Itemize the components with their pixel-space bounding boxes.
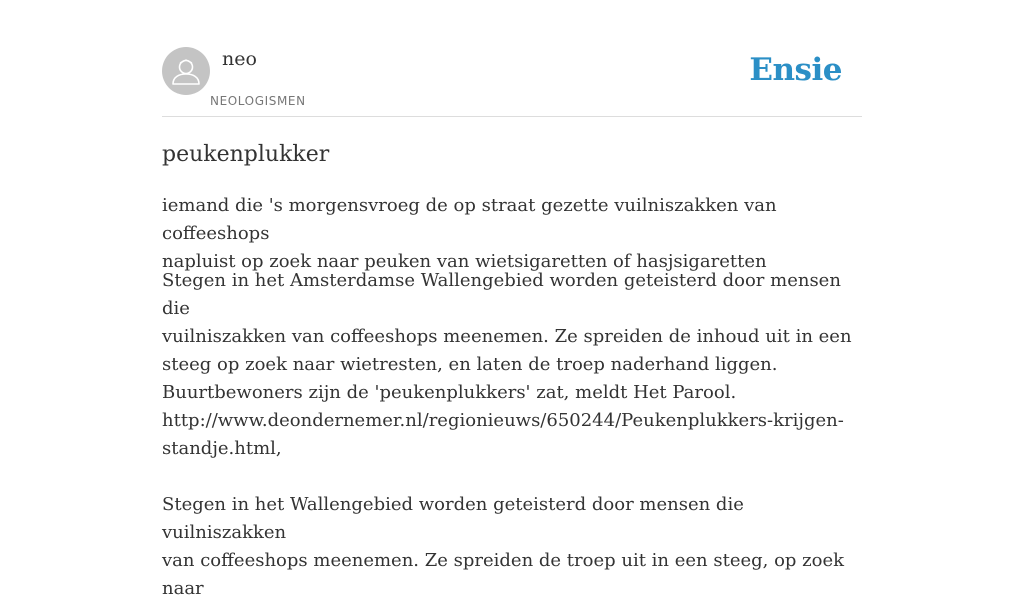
entry-header <box>162 0 862 117</box>
page-container <box>162 0 862 599</box>
category-label[interactable]: NEOLOGISMEN <box>210 94 306 108</box>
author-avatar[interactable] <box>162 47 210 95</box>
author-name[interactable]: neo <box>222 48 257 70</box>
user-silhouette-icon <box>162 47 210 95</box>
entry-example: Stegen in het Amsterdamse Wallengebied worden geteisterd door mensen die vuilniszakken van coffeeshops meenemen. Ze spreiden de inhoud uit in een steeg op zoek naar wietresten, en laten de troep naderhand liggen. Buurtbewoners zijn de 'peukenplukkers' zat, meldt Het Parool. http://www.deondernemer.nl/regionieuws/650244/Peukenplukkers-krijgen- standje.html, Stegen in het Wallengebied worden geteisterd door mensen die vuilniszakken van coffeeshops meenemen. Ze spreiden de troep uit in een steeg, op zoek naar <box>162 270 852 599</box>
entry-definition: iemand die 's morgensvroeg de op straat gezette vuilniszakken van coffeeshops napluist op zoek naar peuken van wietsigaretten of hasjsigaretten <box>162 195 777 272</box>
brand-logo[interactable]: Ensie <box>749 52 842 88</box>
entry-title: peukenplukker <box>162 142 330 167</box>
